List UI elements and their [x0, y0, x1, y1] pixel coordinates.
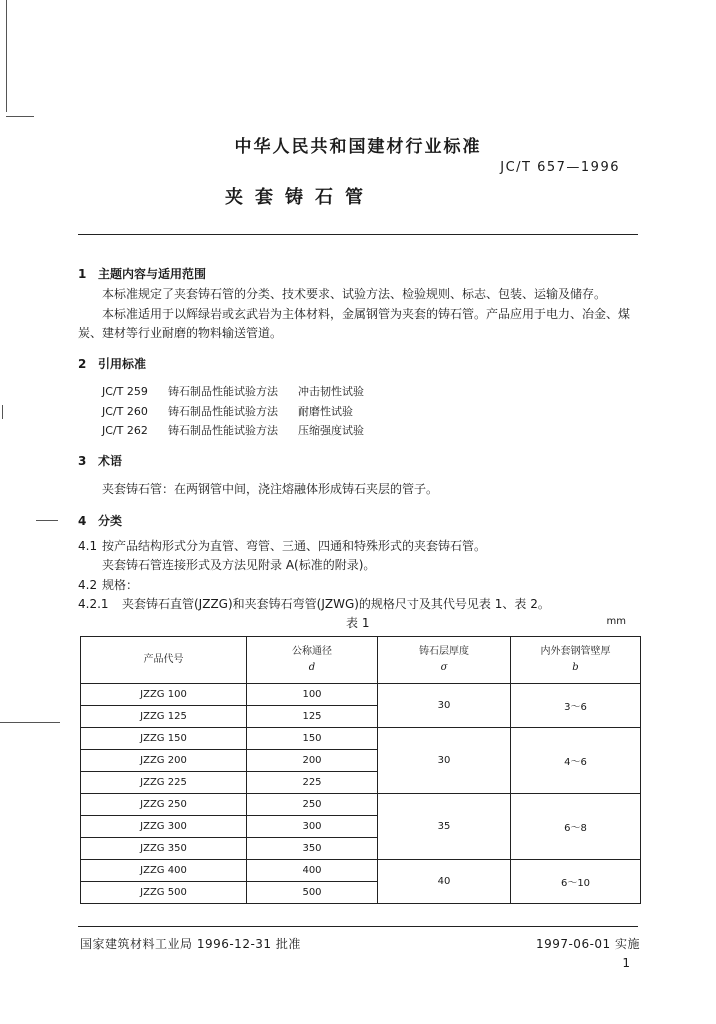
cell-product-code: JZZG 250 — [81, 794, 247, 816]
cell-nominal-diameter: 150 — [247, 728, 378, 750]
table-row — [81, 794, 641, 816]
header-label: 内外套钢管壁厚 — [540, 646, 611, 657]
section-4-heading — [78, 512, 122, 529]
clause-text: 规格： — [102, 578, 139, 592]
header-symbol: b — [572, 662, 579, 673]
section-title: 分类 — [98, 514, 123, 528]
cell-wall-thickness: 6～10 — [511, 860, 641, 904]
header-product-code: 产品代号 — [81, 637, 247, 684]
section-1-paragraph-2: 本标准适用于以辉绿岩或玄武岩为主体材料，金属钢管为夹套的铸石管。产品应用于电力、冶金、煤炭、建材等行业耐磨的物料输送管道。 — [78, 307, 631, 340]
cell-nominal-diameter: 400 — [247, 860, 378, 882]
standard-category-title: 中华人民共和国建材行业标准 — [234, 137, 482, 157]
cell-cast-stone-thickness: 40 — [378, 860, 511, 904]
table-unit: mm — [606, 616, 626, 627]
cell-product-code: JZZG 125 — [81, 706, 247, 728]
cell-wall-thickness: 3～6 — [511, 684, 641, 728]
section-title: 术语 — [98, 454, 123, 468]
header-symbol: d — [308, 662, 316, 673]
cell-product-code: JZZG 100 — [81, 684, 247, 706]
reference-code: JC/T 262 — [102, 424, 148, 437]
clause-number: 4.1 — [78, 539, 98, 553]
reference-name: 铸石制品性能试验方法 — [168, 424, 278, 437]
cell-wall-thickness: 4～6 — [511, 728, 641, 794]
table-header-row — [81, 637, 641, 684]
cell-product-code: JZZG 150 — [81, 728, 247, 750]
cell-nominal-diameter: 125 — [247, 706, 378, 728]
cell-nominal-diameter: 500 — [247, 882, 378, 904]
footer-rule — [78, 926, 638, 927]
section-title: 主题内容与适用范围 — [98, 267, 207, 281]
section-1-heading — [78, 265, 206, 282]
reference-name: 铸石制品性能试验方法 — [168, 385, 278, 398]
effective-date: 1997-06-01 实施 — [535, 937, 640, 951]
cell-nominal-diameter: 200 — [247, 750, 378, 772]
clause-4-1 — [78, 537, 640, 556]
reference-item — [102, 403, 353, 419]
section-number: 3 — [78, 454, 87, 468]
cell-product-code: JZZG 500 — [81, 882, 247, 904]
standard-code: JC/T 657—1996 — [500, 160, 620, 175]
section-number: 2 — [78, 357, 87, 371]
reference-item — [102, 422, 364, 438]
clause-4-1-note: 夹套铸石管连接形式及方法见附录 A(标准的附录)。 — [102, 558, 376, 572]
cell-nominal-diameter: 225 — [247, 772, 378, 794]
clause-number: 4.2.1 — [78, 597, 109, 611]
header-label: 公称通径 — [292, 646, 332, 657]
section-3-heading — [78, 452, 122, 469]
page-number: 1 — [622, 956, 630, 970]
margin-mark — [2, 405, 3, 419]
section-3-paragraph: 夹套铸石管：在两钢管中间，浇注熔融体形成铸石夹层的管子。 — [102, 482, 439, 496]
cell-nominal-diameter: 100 — [247, 684, 378, 706]
reference-item-name: 耐磨性试验 — [298, 405, 353, 418]
cell-nominal-diameter: 250 — [247, 794, 378, 816]
clause-4-2 — [78, 576, 138, 595]
cell-product-code: JZZG 400 — [81, 860, 247, 882]
clause-text: 按产品结构形式分为直管、弯管、三通、四通和特殊形式的夹套铸石管。 — [102, 539, 487, 553]
cell-wall-thickness: 6～8 — [511, 794, 641, 860]
header-symbol: σ — [440, 662, 448, 673]
cell-cast-stone-thickness: 30 — [378, 684, 511, 728]
margin-mark — [6, 0, 7, 112]
reference-item-name: 压缩强度试验 — [298, 424, 364, 437]
header-cast-stone-thickness — [378, 637, 511, 684]
table-row — [81, 860, 641, 882]
table-row — [81, 684, 641, 706]
cell-nominal-diameter: 300 — [247, 816, 378, 838]
section-2-heading — [78, 355, 146, 372]
header-wall-thickness — [511, 637, 641, 684]
cell-cast-stone-thickness: 35 — [378, 794, 511, 860]
header-nominal-diameter — [247, 637, 378, 684]
cell-nominal-diameter: 350 — [247, 838, 378, 860]
reference-item — [102, 383, 364, 399]
reference-name: 铸石制品性能试验方法 — [168, 405, 278, 418]
margin-mark — [0, 722, 60, 723]
margin-mark — [36, 520, 58, 521]
approval-line: 国家建筑材料工业局 1996-12-31 批准 — [80, 937, 301, 951]
cell-cast-stone-thickness: 30 — [378, 728, 511, 794]
reference-item-name: 冲击韧性试验 — [298, 385, 364, 398]
clause-text: 夹套铸石直管(JZZG)和夹套铸石弯管(JZWG)的规格尺寸及其代号见表 1、表 2。 — [122, 597, 550, 611]
document-title: 夹套铸石管 — [225, 187, 375, 208]
cell-product-code: JZZG 350 — [81, 838, 247, 860]
section-1-paragraph-1: 本标准规定了夹套铸石管的分类、技术要求、试验方法、检验规则、标志、包装、运输及储存。 — [102, 287, 607, 301]
table-row — [81, 728, 641, 750]
header-label: 铸石层厚度 — [419, 646, 469, 657]
cell-product-code: JZZG 300 — [81, 816, 247, 838]
section-number: 4 — [78, 514, 87, 528]
header-rule — [78, 234, 638, 235]
reference-code: JC/T 260 — [102, 405, 148, 418]
section-number: 1 — [78, 267, 87, 281]
clause-number: 4.2 — [78, 578, 98, 592]
section-title: 引用标准 — [98, 357, 147, 371]
cell-product-code: JZZG 225 — [81, 772, 247, 794]
cell-product-code: JZZG 200 — [81, 750, 247, 772]
reference-code: JC/T 259 — [102, 385, 148, 398]
clause-4-2-1 — [78, 595, 640, 614]
spec-table — [80, 636, 641, 904]
margin-mark — [6, 116, 34, 117]
table-caption: 表 1 — [346, 616, 370, 630]
